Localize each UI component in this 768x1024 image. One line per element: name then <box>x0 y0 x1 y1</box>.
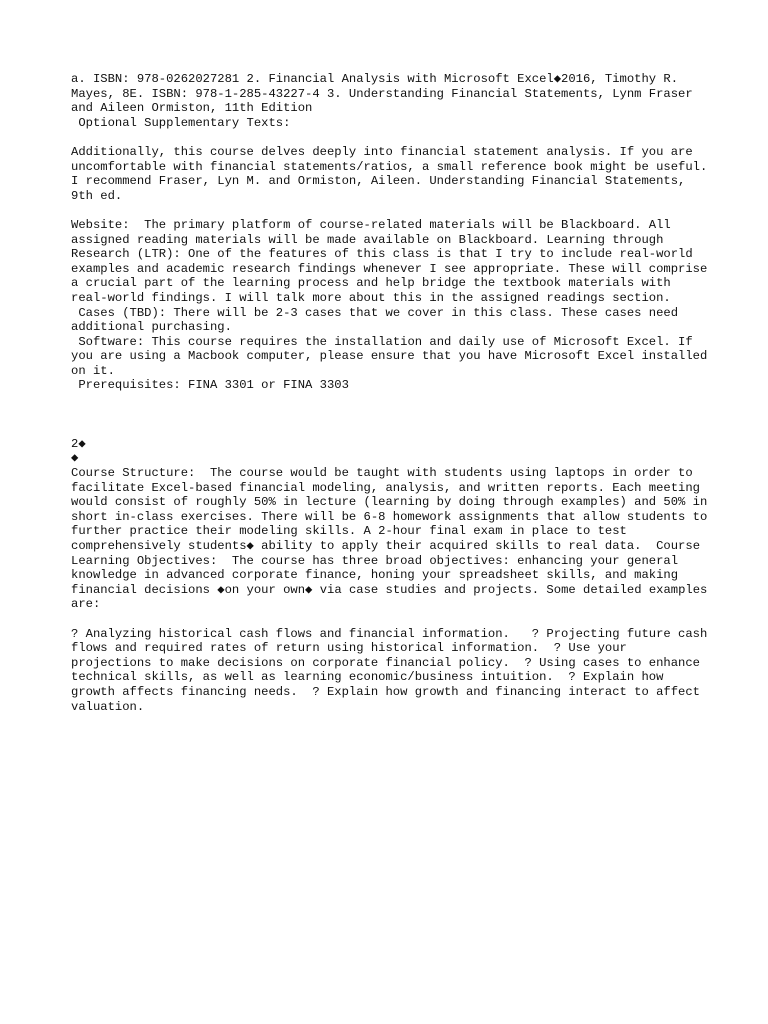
cases-paragraph: Cases (TBD): There will be 2-3 cases that we cover in this class. These cases need additional purchasing. <box>71 305 686 335</box>
spacer <box>71 393 711 437</box>
website-paragraph: Website: The primary platform of course-related materials will be Blackboard. All assigned reading materials will be made available on Blackboard. Learning through Research (LTR): One of the features of this class is that I try to include real-world examples and academic research findings whenever I see appropriate. These will comprise a crucial part of the learning process and help bridge the textbook materials with real-world findings. I will talk more about this in the assigned readings section. <box>71 217 715 305</box>
additionally-paragraph: Additionally, this course delves deeply into financial statement analysis. If you are uncomfortable with financial statements/ratios, a small reference book might be useful. I recommend Fraser, Lyn M. and Ormiston, Aileen. Understanding Financial Statements, 9th ed. <box>71 144 715 203</box>
document-page <box>71 72 715 714</box>
spacer <box>71 203 711 218</box>
page-number: 2◆ <box>71 436 86 451</box>
learning-objectives-list: ? Analyzing historical cash flows and financial information. ? Projecting future cash flows and required rates of return using historical information. ? Use your projections to make decisions on corporate financial policy. ? Using cases to enhance technical skills, as well as learning economic/business intuition. ? Explain how growth affects financing needs. ? Explain how growth and financing interact to affect valuation. <box>71 626 715 714</box>
spacer <box>71 612 711 627</box>
optional-texts-heading: Optional Supplementary Texts: <box>71 115 291 130</box>
software-paragraph: Software: This course requires the installation and daily use of Microsoft Excel. If you are using a Macbook computer, please ensure that you have Microsoft Excel installed on it. <box>71 334 715 378</box>
page-marker: ◆ <box>71 451 79 466</box>
spacer <box>71 130 711 145</box>
prerequisites-line: Prerequisites: FINA 3301 or FINA 3303 <box>71 378 349 393</box>
textbook-isbn-list: a. ISBN: 978-0262027281 2. Financial Analysis with Microsoft Excel◆2016, Timothy R. Mayes, 8E. ISBN: 978-1-285-43227-4 3. Understanding Financial Statements, Lynm Fraser and Aileen Ormiston, 11th Edition <box>71 72 700 116</box>
course-structure-paragraph: Course Structure: The course would be taught with students using laptops in order to facilitate Excel-based financial modeling, analysis, and written reports. Each meeting would consist of roughly 50% in lecture (learning by doing through examples) and 50% in short in-class exercises. There will be 6-8 homework assignments that allow students to further practice their modeling skills. A 2-hour final exam in place to test comprehensively students◆ ability to apply their acquired skills to real data. Course Learning Objectives: The course has three broad objectives: enhancing your general knowledge in advanced corporate finance, honing your spreadsheet skills, and making financial decisions ◆on your own◆ via case studies and projects. Some detailed examples are: <box>71 466 715 612</box>
